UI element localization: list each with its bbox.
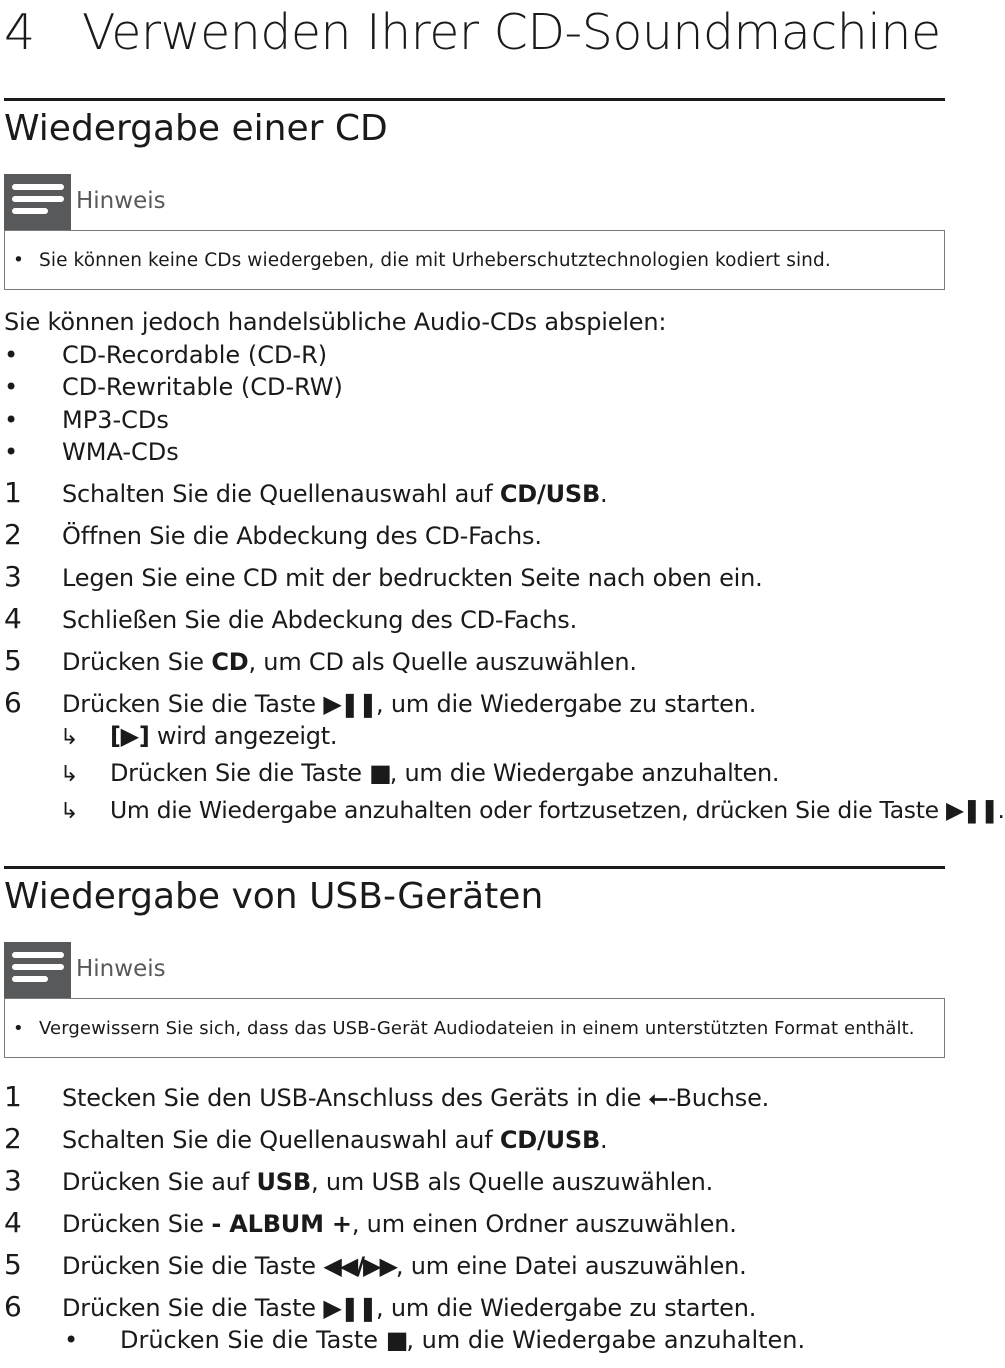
result-2: ↳ Drücken Sie die Taste ■, um die Wiedergabe anzuhalten. — [60, 759, 780, 787]
list-item: • CD-Recordable (CD-R) — [4, 341, 328, 369]
intro-text: Sie können jedoch handelsübliche Audio-CDs abspielen: — [4, 308, 667, 336]
result-3: ↳ Um die Wiedergabe anzuhalten oder fortzusetzen, drücken Sie die Taste ▶❚❚. — [60, 796, 1005, 824]
usb-step-4: 4 Drücken Sie - ALBUM +, um einen Ordner auszuwählen. — [4, 1206, 737, 1239]
usb-step-2: 2 Schalten Sie die Quellenauswahl auf CD/USB. — [4, 1122, 608, 1155]
result-arrow-icon: ↳ — [60, 725, 79, 750]
chapter-number: 4 — [4, 4, 35, 61]
step-2: 2 Öffnen Sie die Abdeckung des CD-Fachs. — [4, 518, 542, 551]
note-text: • Sie können keine CDs wiedergeben, die mit Urheberschutztechnologien kodiert sind. — [13, 250, 831, 271]
skip-icon: ◀◀/▶▶ — [323, 1252, 396, 1280]
step-1: 1 Schalten Sie die Quellenauswahl auf CD/USB. — [4, 476, 608, 509]
usb-icon: ⭠ — [648, 1084, 668, 1112]
note-box-cd — [4, 230, 945, 290]
list-item: • MP3-CDs — [4, 406, 169, 434]
section-rule — [4, 98, 945, 101]
note-box-usb — [4, 998, 945, 1058]
step-6: 6 Drücken Sie die Taste ▶❚❚, um die Wiedergabe zu starten. — [4, 686, 757, 719]
step-5: 5 Drücken Sie CD, um CD als Quelle auszuwählen. — [4, 644, 637, 677]
usb-sub-bullet: • Drücken Sie die Taste ■, um die Wiedergabe anzuhalten. — [64, 1326, 806, 1354]
play-pause-icon: ▶❚❚ — [323, 1294, 376, 1322]
result-arrow-icon: ↳ — [60, 799, 79, 824]
note-icon — [4, 174, 71, 230]
note-icon — [4, 942, 71, 998]
play-pause-icon: ▶❚❚ — [945, 796, 998, 824]
note-header-usb — [4, 942, 946, 998]
step-3: 3 Legen Sie eine CD mit der bedruckten Seite nach oben ein. — [4, 560, 763, 593]
result-1: ↳ [▶] wird angezeigt. — [60, 722, 338, 750]
chapter-title-text: Verwenden Ihrer CD-Soundmachine — [82, 4, 941, 61]
list-item: • CD-Rewritable (CD-RW) — [4, 373, 343, 401]
stop-icon: ■ — [385, 1326, 407, 1354]
play-pause-icon: ▶❚❚ — [323, 690, 376, 718]
chapter-title — [4, 4, 941, 61]
usb-step-1: 1 Stecken Sie den USB-Anschluss des Geräts in die ⭠-Buchse. — [4, 1080, 770, 1113]
section-heading-cd: Wiedergabe einer CD — [4, 108, 388, 149]
note-label: Hinweis — [76, 188, 166, 214]
play-indicator-icon: [▶] — [110, 722, 150, 750]
usb-step-3: 3 Drücken Sie auf USB, um USB als Quelle auszuwählen. — [4, 1164, 714, 1197]
list-item: • WMA-CDs — [4, 438, 179, 466]
result-arrow-icon: ↳ — [60, 762, 79, 787]
stop-icon: ■ — [369, 759, 390, 787]
step-4: 4 Schließen Sie die Abdeckung des CD-Fachs. — [4, 602, 578, 635]
note-text: • Vergewissern Sie sich, dass das USB-Gerät Audiodateien in einem unterstützten Format enthält. — [13, 1018, 915, 1039]
usb-step-6: 6 Drücken Sie die Taste ▶❚❚, um die Wiedergabe zu starten. — [4, 1290, 757, 1323]
section-heading-usb: Wiedergabe von USB-Geräten — [4, 876, 544, 917]
section-rule — [4, 866, 945, 869]
note-header-cd — [4, 174, 946, 230]
note-label: Hinweis — [76, 956, 166, 982]
usb-step-5: 5 Drücken Sie die Taste ◀◀/▶▶, um eine Datei auszuwählen. — [4, 1248, 747, 1281]
